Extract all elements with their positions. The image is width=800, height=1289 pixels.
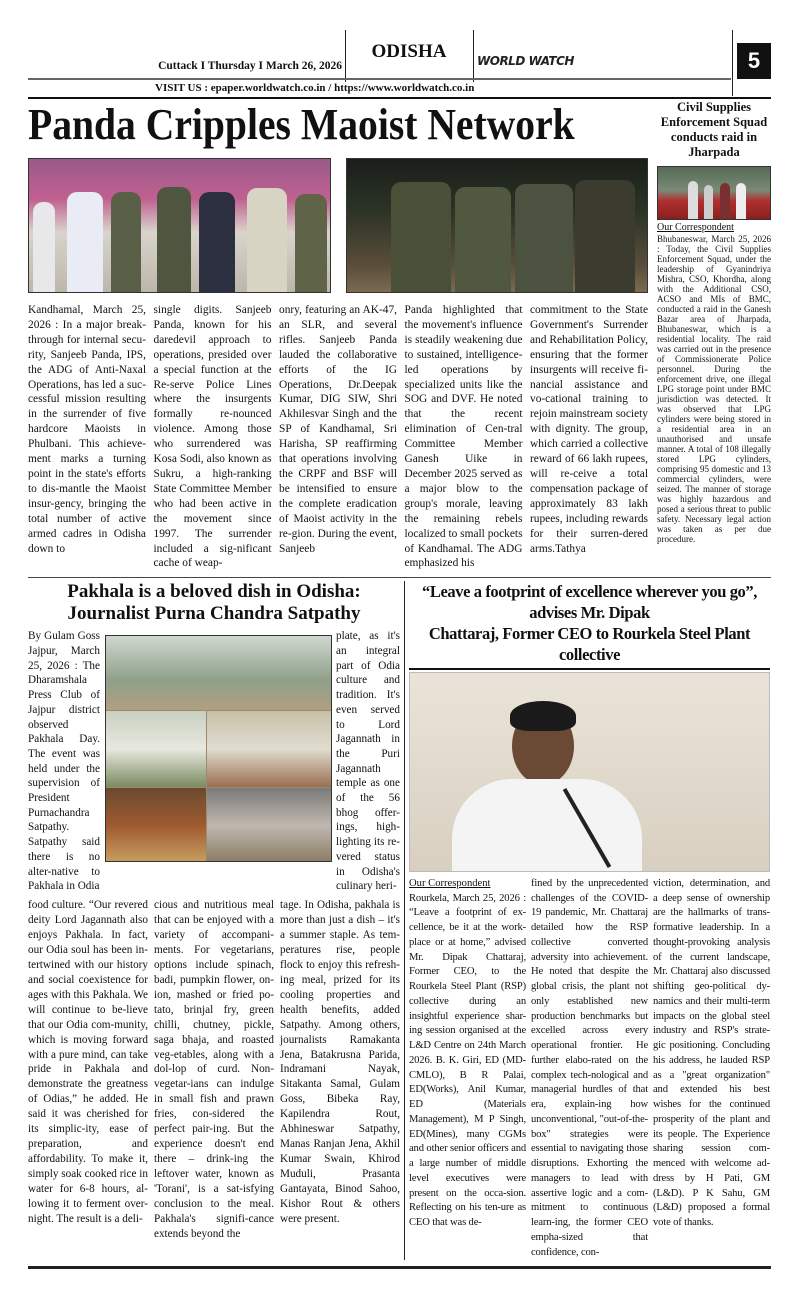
dateline: Cuttack I Thursday I March 26, 2026 bbox=[158, 60, 342, 72]
rsp-headline-rule bbox=[409, 668, 770, 670]
lower-section bbox=[28, 581, 771, 1260]
rsp-column-1: Rourkela, March 25, 2026 : “Leave a footprint of ex-cellence, be it at the work-place or at home,” advised Mr. Dipak Chattaraj, Former CEO, to the Rourkela Steel Plant (RSP) collective during an insightful experience shar-ing session organised at the L&D Centre on 24th March 2026. B. K. Giri, ED (MD-CMLO), B R Palai, ED(Works), Anil Kumar, ED (Materials Management), M P Singh, ED(Mines), many CGMs and other senior officers and a large number of middle level executives were present on the occa-sion. Reflecting on his ten-ure as CEO that was de- bbox=[409, 892, 526, 1229]
pakhala-headline-line1: Pakhala is a beloved dish in Odisha: bbox=[67, 581, 361, 603]
pakhala-headline bbox=[28, 581, 400, 625]
lead-headline-box bbox=[28, 98, 648, 158]
pakhala-column-1-bottom: food culture. “Our revered deity Lord Jagannath also enjoys Pakhala. In fact, our Odia soul has been in-tertwined with our history and social coexistence for ages with this Pakhala. We will continue to be-lieve that our Odia com-munity, which is moving forward with a pure mind, can take pride in Pakhala and demonstrate the greatness of Odias,” he added. He said it was cherished for its simplic-ity, ease of preparation, and affordability. To make it, simply soak cooked rice in water for 6-8 hours, al-lowing it to ferment over-night. The result is a deli- bbox=[28, 898, 148, 1225]
lead-story bbox=[28, 98, 648, 571]
rsp-column-1-box bbox=[409, 877, 526, 1231]
pakhala-top-row bbox=[28, 629, 400, 894]
sidebar-headline: Civil Supplies Enforcement Squad conducts raid in Jharpada bbox=[660, 100, 768, 159]
pakhala-photo-collage bbox=[105, 635, 332, 862]
rsp-headline-line1: “Leave a footprint of excellence wherever you go”, advises Mr. Dipak bbox=[422, 582, 757, 623]
rsp-columns bbox=[409, 877, 770, 1261]
sidebar-byline: Our Correspondent bbox=[657, 222, 734, 233]
rsp-column-3: viction, determination, and a deep sense of ownership are the hallmarks of trans-formative leadership. In a thought-provoking analysis of the current landscape, Mr. Chattaraj also discussed shifting geo-political dy-namics and their multi-term impacts on the global steel industry and RSP's strate-gic positioning. Concluding his address, he lauded RSP as a "great organization" and extended his best wishes for the continued prosperity of the plant and its people. The Experience sharing session com-menced with welcome ad-dress by H Pati, GM (L&D). P K Sahu, GM (L&D) proposed a formal vote of thanks. bbox=[653, 877, 770, 1229]
footer-rule bbox=[28, 1266, 771, 1269]
pakhala-column-3-bottom: tage. In Odisha, pakhala is more than just a dish – it's a summer staple. As tem-peratures rise, people flock to enjoy this refresh-ing meal, prized for its cooling properties and health benefits, added Satpathy. Among others, journalists Ramakanta Jena, Batakrusna Parida, Indramani Nayak, Sitakanta Samal, Gulam Goss, Bibeka Ray, Kapilendra Rout, Abhineswar Satpathy, Manas Ranjan Jena, Akhil Kumar Swain, Khirod Muduli, Prasanta Gantayata, Binod Sahoo, Kishor Rout & others were present. bbox=[280, 898, 400, 1225]
lead-column-2: single digits. Sanjeeb Panda, known for his daredevil approach to operations, presided over a special function at the Re-serve Police Lines where the insurgents formally re-nounced violence. Among those who surrendered was Kosa Sodi, also known as Sukru, a high-ranking State Committee Member who had been active in the movement since 1997. The surrender included a sig-nificant cache of weap- bbox=[153, 304, 272, 570]
rsp-column-2: fined by the unprecedented challenges of the COVID-19 pandemic, Mr. Chattaraj detailed how the RSP collective converted adversity into achievement. He noted that despite the global crisis, the plant not only established new production benchmarks but excelled across every operational frontier. He further elabo-rated on the complex tech-nological and managerial hurdles of that era, explain-ing how unconventional, "out-of-the-box" strategies were essential to navigating those disruptions. Exhorting the managers to lead with assertive logic and a com-mitment to continuous learn-ing, the former CEO empha-sized that confidence, con- bbox=[531, 877, 648, 1258]
lead-photo-officers bbox=[346, 158, 648, 293]
lead-column-4: Panda highlighted that the movement's influence is steadily weakening due to sustained, intelligence-led operations by specialized units like the SOG and DVF. He noted that the recent elimination of Cen-tral Committee Member Ganesh Uike in December 2025 served as a major blow to the group's morale, leaving the remaining rebels localized to small pockets of Kandhamal. The ADG emphasized his bbox=[404, 304, 523, 570]
sidebar-photo-cylinders bbox=[657, 166, 771, 220]
lead-column-3: onry, featuring an AK-47, an SLR, and several rifles. Sanjeeb Panda lauded the collaborative efforts of the IG Operations, Dr.Deepak Kumar, DIG SIW, Shri Akhilesvar Singh and the SP of Kandhamal, Sri Harisha, SP reaffirming that operations involving the CRPF and BSF will be intensified to ensure the complete eradication of Maoist activity in the re-gion. During the event, Sanjeeb bbox=[279, 304, 397, 555]
rsp-headline-line2: Chattaraj, Former CEO to Rourkela Steel Plant collective bbox=[428, 624, 751, 665]
column-divider bbox=[404, 581, 405, 1260]
pakhala-column-3-top: plate, as it's an integral part of Odia culture and tradition. It's even served to Lord Jagannath in the Puri Jagannath temple as one of the 56 bhog offer-ings, high-lighting its re-vered status in Odisha's culinary heri- bbox=[336, 630, 400, 893]
pakhala-column-2: cious and nutritious meal that can be enjoyed with a variety of accompani-ments. For vegetarians, options include spinach, badi, pumpkin flower, on-ion, mashed or fried po-tato, brinjal fry, green chilli, chutney, pickle, saga bhaja, and roasted veg-etables, along with a dol-lop of curd. Non-vegetar-ians can indulge in small fish and prawn fries, con-sidered the perfect pair-ing. But the experience doesn't end there – drink-ing the leftover water, known as 'Torani', is a sat-isfying conclusion to the meal. Pakhala's signifi-cance extends beyond the bbox=[154, 898, 274, 1240]
lead-section bbox=[28, 98, 771, 571]
pakhala-headline-line2: Journalist Purna Chandra Satpathy bbox=[67, 603, 361, 625]
lead-headline: Panda Cripples Maoist Network bbox=[28, 100, 575, 149]
page-body bbox=[28, 0, 771, 1289]
visit-us-links[interactable]: VISIT US : epaper.worldwatch.co.in / https://www.worldwatch.co.in bbox=[155, 82, 475, 94]
lead-photos bbox=[28, 158, 648, 293]
lead-photo-ceremony bbox=[28, 158, 331, 293]
rsp-byline: Our Correspondent bbox=[409, 877, 491, 889]
pakhala-bottom-row bbox=[28, 898, 400, 1242]
rsp-headline bbox=[409, 581, 770, 665]
sidebar-story bbox=[657, 98, 771, 544]
sidebar-body: Bhubaneswar, March 25, 2026 : Today, the Civil Supplies Enforcement Squad, under the leadership of Gyanindriya Mishra, CSO, Khordha, along with the Additional CSO, ACSO and MIs of BMC, conducted a raid in the Ganesh Bazar area of Jharpada, Bhubaneswar, which is a residential locality. The raid was carried out in the presence of Commissionerate Police personnel. During the enforcement drive, one illegal LPG storage point under BMC jurisdiction was detected. It was observed that LPG cylinders were being stored in a residential area in an unauthorised and unsafe manner. A total of 108 illegally stored LPG cylinders, comprising 95 domestic and 13 commercial cylinders, were seized. The manner of storage was highly hazardous and posed a serious threat to public safety. Necessary legal action was taken as per due procedure. bbox=[657, 234, 771, 544]
section-name: ODISHA bbox=[371, 41, 447, 62]
rsp-story bbox=[409, 581, 770, 1260]
rsp-photo-speaker bbox=[409, 672, 770, 872]
lead-column-1: Kandhamal, March 25, 2026 : In a major break-through for internal secu-rity, Sanjeeb Panda, IPS, the ADG of Anti-Naxal Operations, has led a suc-cessful mission resulting in the surrender of five hardcore Maoists in Phulbani. This achieve-ment marks a turning point in the state's efforts to dis-mantle the Maoist insur-gency, bringing the total number of active armed cadres in Odisha down to bbox=[28, 304, 146, 555]
pakhala-column-1-top: By Gulam Goss Jajpur, March 25, 2026 : The Dharamshala Press Club of Jajpur district observed Pakhala Day. The event was held under the supervision of President Purnachandra Satpathy. Satpathy said there is no alter-native to Pakhala in Odia bbox=[28, 630, 100, 893]
lead-columns bbox=[28, 303, 648, 571]
lead-column-5: commitment to the State Government's Surrender and Rehabilitation Policy, ensuring that the former insurgents will receive fi-nancial assistance and vo-cational training to rejoin mainstream society with dignity. The group, which carried a collective reward of 66 lakh rupees, will re-ceive a total compensation package of approximately 83 lakh rupees, including rewards for their surren-dered arms.Tathya bbox=[530, 304, 648, 555]
world-watch-logo: WORLD WATCH bbox=[477, 54, 574, 68]
page-number: 5 bbox=[737, 43, 771, 79]
section-rule bbox=[28, 577, 771, 578]
